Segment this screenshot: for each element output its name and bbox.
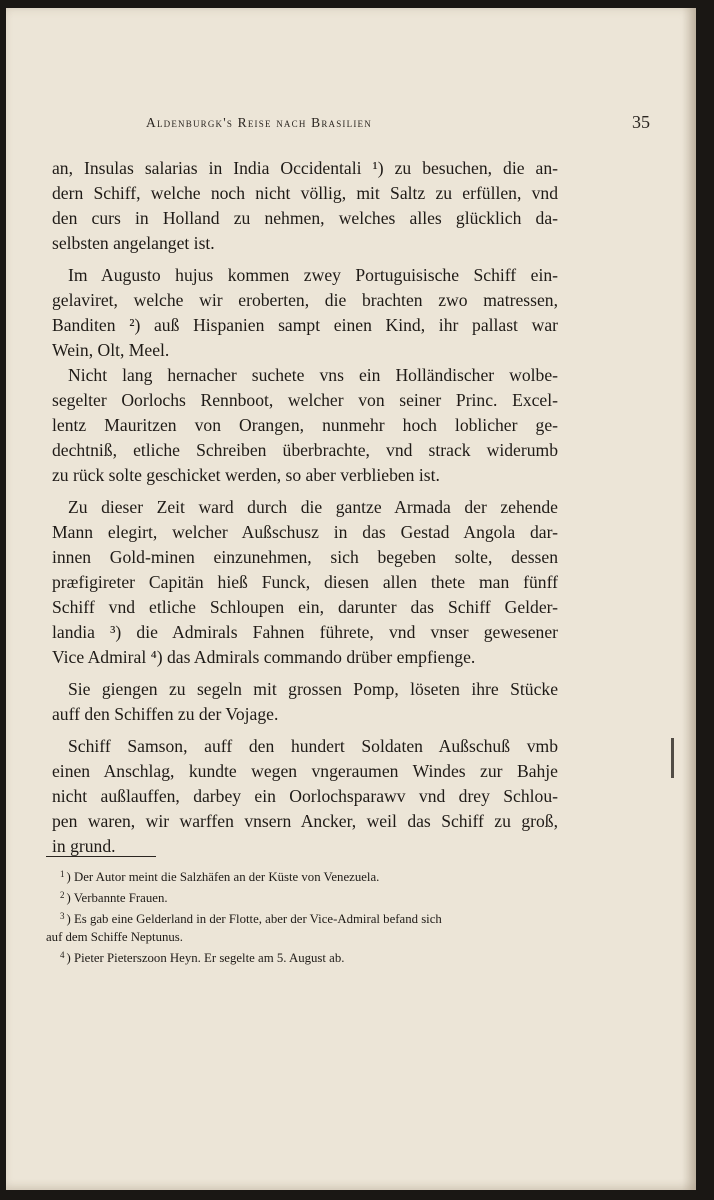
margin-mark — [671, 738, 674, 778]
text-line: auff den Schiffen zu der Vojage. — [52, 704, 279, 724]
body-text — [52, 156, 558, 859]
paragraph-gap — [52, 488, 558, 495]
text-line: in grund. — [52, 836, 116, 856]
text-line: Vice Admiral ⁴) das Admirals commando drüber empfienge. — [52, 647, 476, 667]
footnote-2: $^2$ ) Verbannte Frauen. — [60, 890, 168, 905]
paragraph-gap — [52, 727, 558, 734]
paragraph-gap — [52, 256, 558, 263]
paragraph-gap — [52, 670, 558, 677]
footnote-divider — [46, 856, 156, 857]
text-line: Sie giengen zu segeln mit grossen Pomp, löseten ihre Stücke — [68, 679, 558, 699]
text-line: lentz Mauritzen von Orangen, nunmehr hoch loblicher ge- — [52, 415, 558, 435]
text-line: den curs in Holland zu nehmen, welches alles glücklich da- — [52, 208, 558, 228]
text-line: Banditen ²) auß Hispanien sampt einen Kind, ihr pallast war — [52, 315, 558, 335]
text-line: Schiff vnd etliche Schloupen ein, darunter das Schiff Gelder- — [52, 597, 558, 617]
footnote-text: Es gab eine Gelderland in der Flotte, aber der Vice-Admiral befand sich — [73, 912, 442, 926]
footnotes — [46, 865, 566, 967]
text-line: segelter Oorlochs Rennboot, welcher von seiner Princ. Excel- — [52, 390, 558, 410]
footnote-3-continuation: auf dem Schiffe Neptunus. — [46, 930, 183, 944]
text-line: Nicht lang hernacher suchete vns ein Holländischer wolbe- — [68, 365, 558, 385]
text-line: landia ³) die Admirals Fahnen führete, vnd vnser gewesener — [52, 622, 558, 642]
footnote-text: Verbannte Frauen. — [73, 891, 168, 905]
footnote-3: $^3$ ) Es gab eine Gelderland in der Flotte, aber der Vice-Admiral befand sich — [60, 911, 442, 926]
running-title: Aldenburgk's Reise nach Brasilien — [146, 115, 372, 130]
text-line: zu rück solte geschicket werden, so aber verblieben ist. — [52, 465, 440, 485]
text-line: præfigireter Capitän hieß Funck, diesen allen thete man fünff — [52, 572, 558, 592]
footnote-1: $^1$ ) Der Autor meint die Salzhäfen an der Küste von Venezuela. — [60, 869, 380, 884]
footnote-4: $^4$ ) Pieter Pieterszoon Heyn. Er segelte am 5. August ab. — [60, 950, 345, 965]
page-edge-shadow — [682, 8, 696, 1190]
footnote-text: Pieter Pieterszoon Heyn. Er segelte am 5. August ab. — [73, 951, 345, 965]
text-line: an, Insulas salarias in India Occidentali ¹) zu besuchen, die an- — [52, 158, 558, 178]
text-line: pen waren, wir warffen vnsern Ancker, weil das Schiff zu groß, — [52, 811, 558, 831]
text-line: innen Gold-minen einzunehmen, sich begeben solte, dessen — [52, 547, 558, 567]
footnote-marker: 3 — [60, 911, 65, 921]
text-line: Im Augusto hujus kommen zwey Portuguisische Schiff ein- — [68, 265, 558, 285]
page-number: 35 — [632, 112, 650, 132]
text-line: Schiff Samson, auff den hundert Soldaten Außschuß vmb — [68, 736, 558, 756]
running-head — [146, 112, 666, 136]
text-line: Wein, Olt, Meel. — [52, 340, 170, 360]
footnote-text: Der Autor meint die Salzhäfen an der Küste von Venezuela. — [73, 870, 380, 884]
text-line: nicht außlauffen, darbey ein Oorlochsparawv vnd drey Schlou- — [52, 786, 558, 806]
text-line: selbsten angelanget ist. — [52, 233, 215, 253]
footnote-marker: 4 — [60, 950, 65, 960]
text-line: einen Anschlag, kundte wegen vngeraumen Windes zur Bahje — [52, 761, 558, 781]
text-line: gelaviret, welche wir eroberten, die brachten zwo matressen, — [52, 290, 558, 310]
text-line: dern Schiff, welche noch nicht völlig, mit Saltz zu erfüllen, vnd — [52, 183, 558, 203]
text-line: dechtniß, etliche Schreiben überbrachte, vnd strack widerumb — [52, 440, 558, 460]
book-page — [6, 8, 696, 1190]
footnote-marker: 2 — [60, 890, 65, 900]
footnote-marker: 1 — [60, 869, 65, 879]
text-line: Zu dieser Zeit ward durch die gantze Armada der zehende — [68, 497, 558, 517]
text-line: Mann elegirt, welcher Außschusz in das Gestad Angola dar- — [52, 522, 558, 542]
